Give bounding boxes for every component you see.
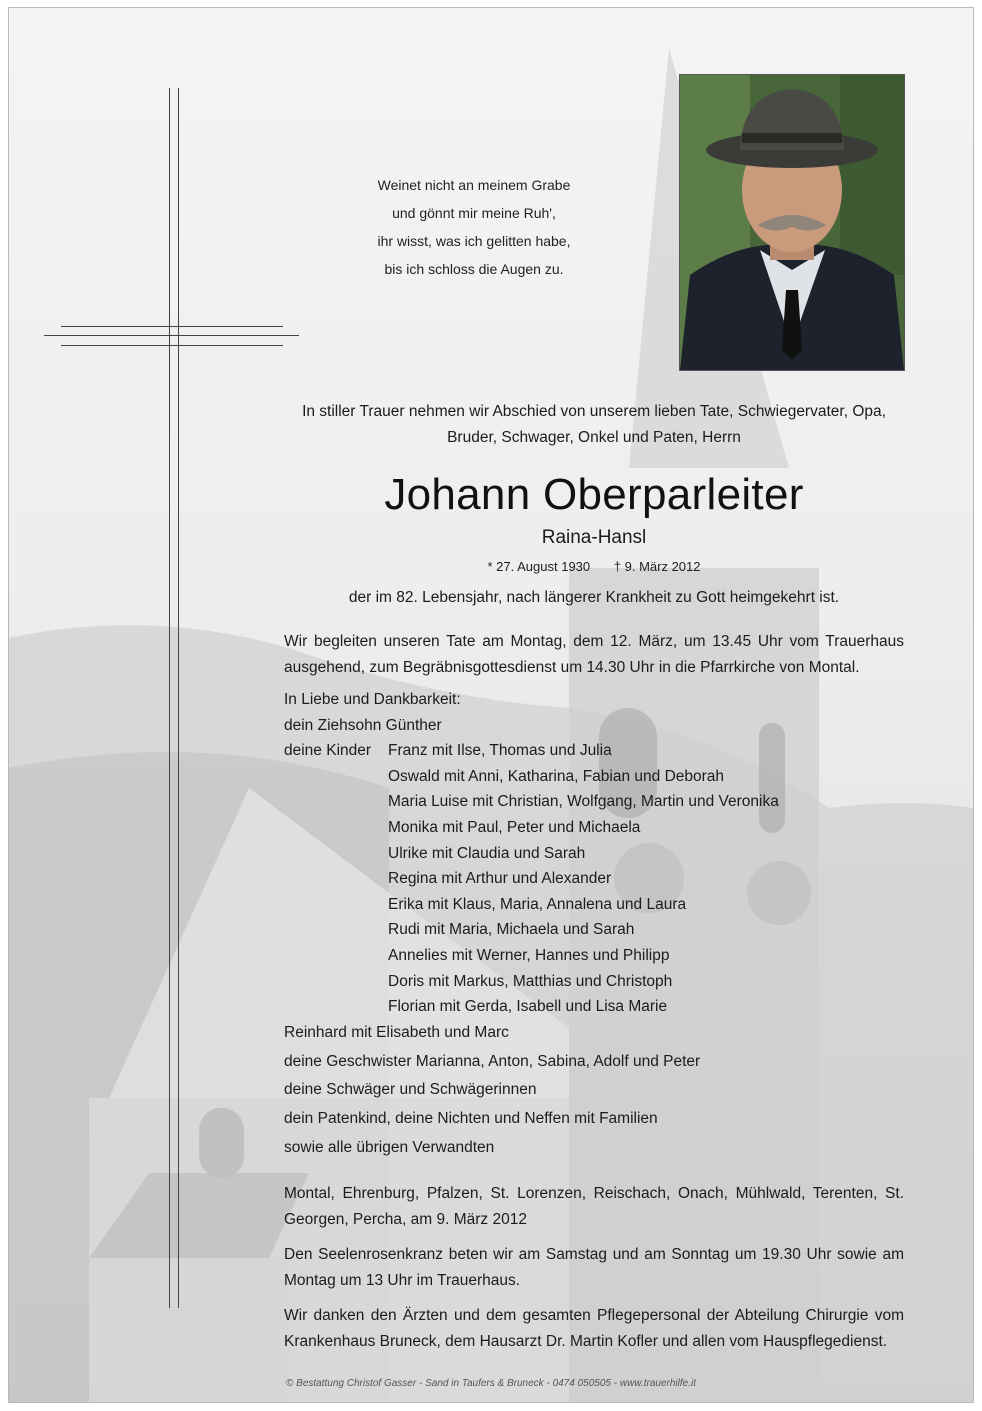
intro-line: In stiller Trauer nehmen wir Abschied von unserem lieben Tate, Schwiegervater, Opa, (302, 403, 886, 420)
child-family: Florian mit Gerda, Isabell und Lisa Marie (388, 998, 668, 1016)
children-label: deine Kinder (284, 742, 372, 760)
deceased-name: Johann Oberparleiter (384, 470, 804, 519)
poem-line: und gönnt mir meine Ruh', (392, 205, 556, 221)
child-family: Doris mit Markus, Matthias und Christoph (388, 972, 673, 990)
age-text: der im 82. Lebensjahr, nach längerer Krankheit zu Gott heimgekehrt ist. (348, 589, 840, 606)
cross-line (61, 345, 283, 346)
child-family: Monika mit Paul, Peter und Michaela (388, 818, 641, 836)
life-dates (269, 559, 919, 574)
rosary-info: Den Seelenrosenkranz beten wir am Samstag und am Sonntag um 19.30 Uhr sowie am Montag um 13 Uhr im Trauerhaus. (284, 1246, 904, 1289)
children-list (388, 738, 779, 1020)
child-family: Erika mit Klaus, Maria, Annalena und Laura (388, 895, 687, 913)
child-family: Maria Luise mit Christian, Wolfgang, Martin und Veronika (388, 793, 779, 811)
deceased-nickname: Raina-Hansl (541, 527, 647, 548)
poem-line: bis ich schloss die Augen zu. (384, 261, 564, 277)
cross-line (169, 88, 170, 1308)
mourners-heading: In Liebe und Dankbarkeit: (284, 691, 461, 708)
poem (349, 171, 599, 283)
mourner-line: Reinhard mit Elisabeth und Marc (284, 1024, 509, 1042)
mourners-list (284, 687, 904, 1160)
portrait-photo (679, 74, 905, 371)
child-family: Ulrike mit Claudia und Sarah (388, 844, 586, 862)
child-family: Franz mit Ilse, Thomas und Julia (388, 742, 612, 760)
cross-line (44, 335, 299, 336)
mourner-line: deine Geschwister Marianna, Anton, Sabina, Adolf und Peter (284, 1052, 701, 1070)
intro-line: Bruder, Schwager, Onkel und Paten, Herrn (447, 429, 741, 446)
poem-line: ihr wisst, was ich gelitten habe, (377, 233, 571, 249)
child-family: Rudi mit Maria, Michaela und Sarah (388, 921, 635, 939)
obituary-card (8, 7, 974, 1403)
cross-line (61, 326, 283, 327)
intro-text (269, 399, 919, 451)
child-family: Annelies mit Werner, Hannes und Philipp (388, 946, 670, 964)
children-block (284, 738, 904, 1020)
funeral-info: Wir begleiten unseren Tate am Montag, dem 12. März, um 13.45 Uhr vom Trauerhaus ausgehend, zum Begräbnisgottesdienst um 14.30 Uhr in die Pfarrkirche von Montal. (284, 633, 904, 676)
places-date: Montal, Ehrenburg, Pfalzen, St. Lorenzen, Reischach, Onach, Mühlwald, Terenten, St. Georgen, Percha, am 9. März 2012 (284, 1185, 904, 1228)
mourner-line: dein Patenkind, deine Nichten und Neffen mit Familien (284, 1109, 658, 1127)
thanks-text: Wir danken den Ärzten und dem gesamten Pflegepersonal der Abteilung Chirurgie vom Krankenhaus Bruneck, dem Hausarzt Dr. Martin Kofler und allen vom Hauspflegedienst. (284, 1307, 904, 1350)
poem-line: Weinet nicht an meinem Grabe (377, 177, 571, 193)
footer-credit: © Bestattung Christof Gasser - Sand in Taufers & Bruneck - 0474 050505 - www.trauerhilfe.it (286, 1378, 696, 1389)
child-family: Regina mit Arthur und Alexander (388, 870, 612, 888)
mourner-line: deine Schwäger und Schwägerinnen (284, 1081, 537, 1099)
cross-line (178, 88, 179, 1308)
child-family: Oswald mit Anni, Katharina, Fabian und Deborah (388, 767, 725, 785)
death-date: † 9. März 2012 (613, 559, 701, 574)
mourner-line: sowie alle übrigen Verwandten (284, 1138, 495, 1156)
birth-date: * 27. August 1930 (487, 559, 591, 574)
foster-son: dein Ziehsohn Günther (284, 716, 442, 734)
